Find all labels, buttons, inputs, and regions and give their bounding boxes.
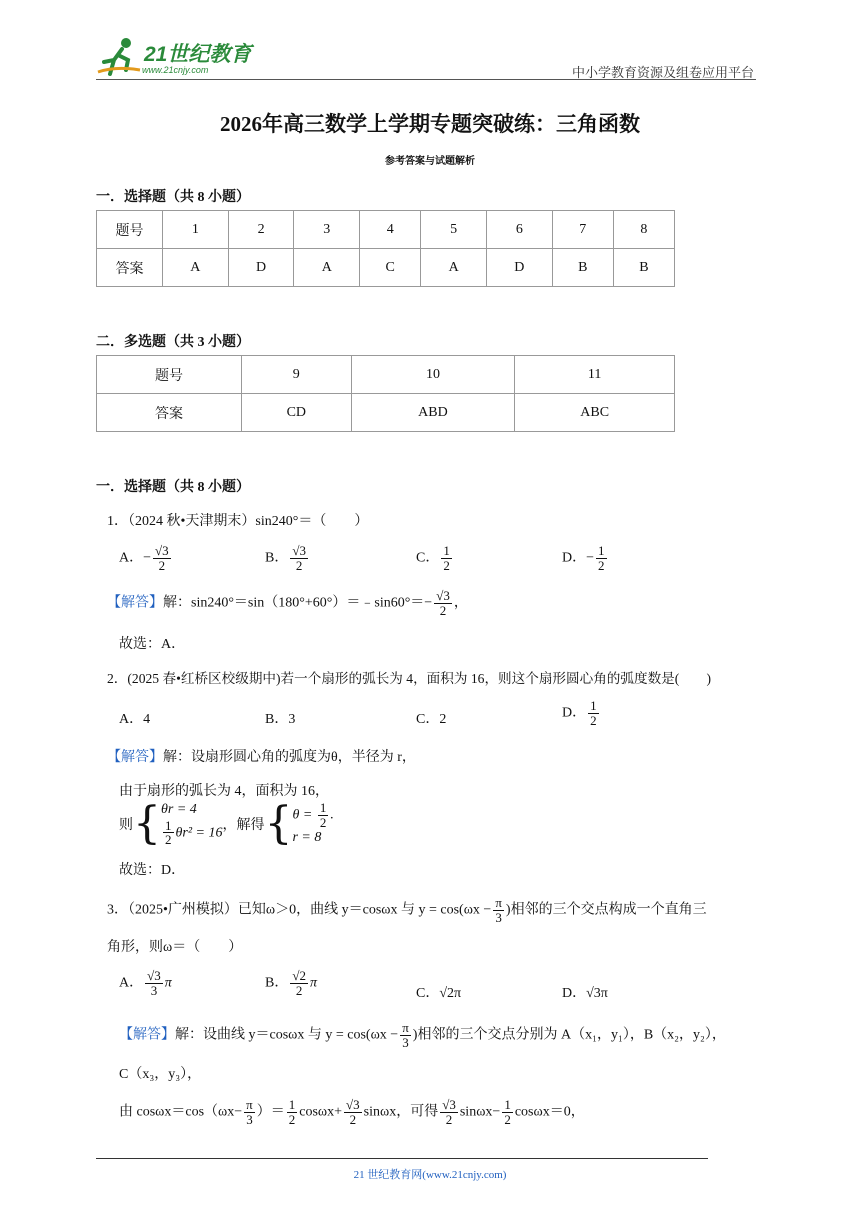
denominator: 2: [288, 1111, 296, 1127]
numerator: √3: [155, 543, 169, 558]
solution-1-text: θ =: [292, 807, 316, 823]
numerator: π: [402, 1020, 409, 1035]
question-2-stem: 2．(2025 春•红桥区校级期中)若一个扇形的弧长为 4，面积为 16，则这个扇形圆心角的弧度数是( ): [107, 671, 711, 686]
table-cell: D: [486, 249, 552, 287]
line3-part-c: cosωx+: [299, 1104, 343, 1120]
equation-system: [161, 801, 222, 847]
question-1-option-d: [562, 544, 609, 572]
footer-text: 21 世纪教育网(www.21cnjy.com): [353, 1169, 507, 1181]
page-subtitle: 参考答案与试题解析: [385, 156, 475, 167]
table-cell: B: [552, 249, 613, 287]
question-2-option-a: A．4: [119, 712, 151, 727]
table-cell: 8: [613, 211, 674, 249]
question-3-answer-line-3: [119, 1098, 585, 1126]
denominator: 2: [158, 557, 166, 573]
question-3-option-c: C．√2π: [416, 986, 462, 1001]
table-cell: ABD: [351, 394, 515, 432]
table-cell: 2: [228, 211, 294, 249]
fraction: [153, 544, 171, 572]
equation-2: [161, 819, 222, 847]
question-3-option-d: D．√3π: [562, 986, 608, 1001]
stem-part-a: 3．（2025•广州模拟）已知ω＞0，曲线 y＝cosωx 与 y = cos(ωx −: [107, 902, 492, 918]
question-2-option-b: B．3: [265, 712, 296, 727]
denominator: 2: [295, 557, 303, 573]
denominator: 2: [443, 557, 450, 573]
answer-table-multi-choice: [96, 355, 675, 432]
answer-text: 解：设扇形圆心角的弧度为θ，半径为 r，: [163, 750, 416, 765]
denominator: 2: [295, 982, 303, 998]
answer-label: 【解答】: [107, 595, 163, 611]
stem-part-b: )相邻的三个交点构成一个直角三: [505, 902, 707, 918]
question-2-option-c: C．2: [416, 712, 447, 727]
runner-logo-icon: [96, 36, 142, 78]
table-cell: 4: [360, 211, 421, 249]
question-3-option-b: [265, 969, 317, 997]
numerator: √3: [292, 543, 306, 558]
question-2-answer: [107, 746, 416, 766]
numerator: 1: [165, 817, 172, 833]
table-cell: 5: [421, 211, 487, 249]
denominator: 3: [150, 982, 158, 998]
question-2-line-2: 由于扇形的弧长为 4，面积为 16，: [119, 784, 329, 799]
fraction: [290, 544, 308, 572]
table-cell: 6: [486, 211, 552, 249]
option-label: B．: [265, 975, 289, 991]
equation-1: θr = 4: [161, 802, 197, 817]
fraction: [290, 969, 308, 997]
fraction: [244, 1098, 255, 1126]
fraction: [163, 819, 174, 847]
question-3-answer: [119, 1021, 726, 1049]
table-row-label: 答案: [97, 394, 242, 432]
question-3-answer-line-2: C（x₃，y₃），: [119, 1067, 202, 1082]
table-cell: A: [163, 249, 229, 287]
system-prefix: 则: [119, 817, 133, 833]
table-cell: 9: [242, 356, 352, 394]
line3-part-a: 由 cosωx＝cos（ωx−: [119, 1104, 243, 1120]
option-label: D．: [562, 705, 587, 721]
answer-label: 【解答】: [107, 750, 163, 765]
fraction: [145, 969, 163, 997]
numerator: √3: [436, 588, 450, 603]
table-cell: B: [613, 249, 674, 287]
fraction: [441, 544, 452, 572]
table-cell: 7: [552, 211, 613, 249]
fraction: [318, 801, 329, 829]
question-3-option-a: [119, 969, 172, 997]
question-3-stem: [107, 896, 707, 924]
question-3-stem-line-2: 角形，则ω＝（ ）: [107, 940, 243, 955]
solution-system: [292, 801, 333, 847]
solution-2: r = 8: [292, 830, 322, 846]
denominator: 2: [165, 832, 172, 848]
numerator: π: [495, 895, 502, 910]
question-2-conclusion: 故选：D．: [119, 863, 186, 878]
numerator: 1: [504, 1097, 511, 1112]
left-brace: {: [264, 797, 293, 849]
numerator: √3: [147, 968, 161, 983]
numerator: √2: [292, 968, 306, 983]
logo: [96, 36, 256, 80]
denominator: 3: [495, 909, 502, 925]
option-label: C．: [416, 550, 440, 566]
table-row-label: 题号: [97, 356, 242, 394]
line3-part-e: sinωx−: [459, 1104, 501, 1120]
denominator: 2: [590, 712, 597, 728]
fraction: [493, 896, 504, 924]
denominator: 2: [349, 1111, 357, 1127]
denominator: 2: [445, 1111, 453, 1127]
header-platform-text: 中小学教育资源及组卷应用平台: [571, 65, 754, 80]
header-divider: [96, 79, 756, 80]
fraction: [400, 1021, 411, 1049]
denominator: 3: [402, 1034, 409, 1050]
footer-divider: [96, 1158, 708, 1159]
page-title: 2026年高三数学上学期专题突破练：三角函数: [220, 112, 640, 136]
question-1-option-c: [416, 544, 454, 572]
question-1-option-a: [119, 544, 173, 572]
answer-part-b: )相邻的三个交点分别为 A（x₁，y₁），B（x₂，y₂），: [412, 1027, 726, 1043]
denominator: 2: [598, 557, 605, 573]
table-cell: 11: [515, 356, 675, 394]
line3-part-d: sinωx，可得: [363, 1104, 439, 1120]
answer-label: 【解答】: [119, 1027, 175, 1043]
section-heading-multi-choice: 二．多选题（共 3 小题）: [96, 335, 250, 350]
table-cell: D: [228, 249, 294, 287]
table-row-label: 答案: [97, 249, 163, 287]
option-label: B．: [265, 550, 289, 566]
fraction: [440, 1098, 458, 1126]
question-1-option-b: [265, 544, 310, 572]
fraction: [434, 589, 452, 617]
numerator: √3: [442, 1097, 456, 1112]
numerator: 1: [288, 1097, 296, 1112]
fraction: [502, 1098, 513, 1126]
line3-part-f: cosωx＝0，: [514, 1104, 585, 1120]
denominator: 2: [504, 1111, 511, 1127]
fraction: [588, 699, 599, 727]
answer-part-a: 解：设曲线 y＝cosωx 与 y = cos(ωx −: [175, 1027, 399, 1043]
option-label: D．−: [562, 550, 595, 566]
table-cell: 10: [351, 356, 515, 394]
pi-symbol: π: [164, 975, 172, 991]
numerator: 1: [590, 698, 597, 713]
logo-brand-text: 21世纪教育: [144, 43, 252, 66]
numerator: 1: [443, 543, 450, 558]
numerator: √3: [346, 1097, 360, 1112]
numerator: π: [246, 1097, 253, 1112]
option-label: A．: [119, 975, 144, 991]
table-cell: C: [360, 249, 421, 287]
table-cell: A: [421, 249, 487, 287]
question-2-system: [119, 797, 334, 849]
fraction: [344, 1098, 362, 1126]
option-label: A．−: [119, 550, 152, 566]
left-brace: {: [133, 797, 161, 849]
table-cell: 3: [294, 211, 360, 249]
solution-1: [292, 801, 333, 829]
question-1-answer: [107, 589, 468, 617]
denominator: 2: [439, 602, 447, 618]
numerator: 1: [319, 800, 327, 815]
table-row-label: 题号: [97, 211, 163, 249]
equation-2-tail: θr² = 16: [175, 824, 223, 840]
numerator: 1: [598, 543, 605, 558]
answer-text: 解：sin240°＝sin（180°+60°）＝﹣sin60°＝−: [163, 595, 433, 611]
pi-symbol: π: [309, 975, 317, 991]
table-cell: 1: [163, 211, 229, 249]
solve-text: ，解得: [222, 817, 265, 833]
section-heading-solutions: 一．选择题（共 8 小题）: [96, 480, 250, 495]
answer-table-single-choice: [96, 210, 675, 287]
table-cell: A: [294, 249, 360, 287]
table-cell: CD: [242, 394, 352, 432]
line3-part-b: ）＝: [256, 1104, 285, 1120]
table-cell: ABC: [515, 394, 675, 432]
answer-tail: ，: [453, 595, 468, 611]
question-1-conclusion: 故选：A．: [119, 637, 186, 652]
question-2-option-d: [562, 699, 601, 727]
question-1-stem: 1．（2024 秋•天津期末）sin240°＝（ ）: [107, 514, 369, 529]
denominator: 3: [246, 1111, 253, 1127]
section-heading-single-choice: 一．选择题（共 8 小题）: [96, 190, 250, 205]
logo-url-text: www.21cnjy.com: [142, 65, 209, 75]
denominator: 2: [319, 814, 327, 830]
solution-1-tail: .: [330, 807, 334, 823]
fraction: [596, 544, 607, 572]
fraction: [287, 1098, 298, 1126]
